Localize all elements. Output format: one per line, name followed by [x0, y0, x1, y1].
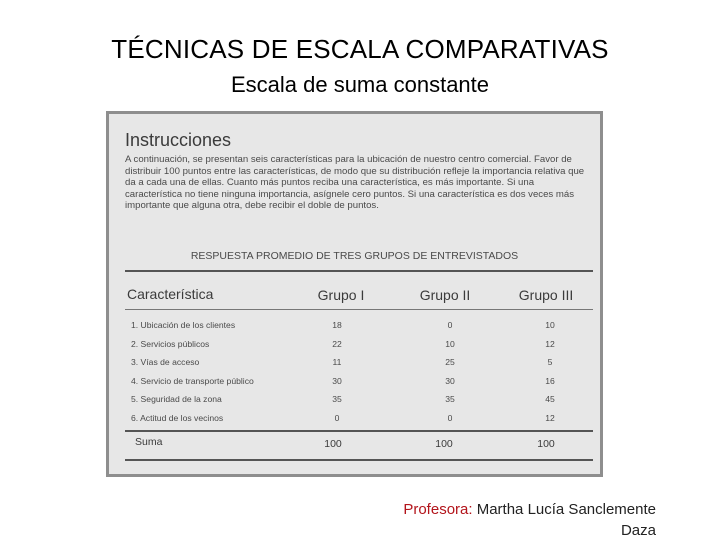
table-body — [109, 317, 600, 429]
table-row — [109, 391, 600, 410]
scale-figure — [106, 111, 603, 477]
cell-group-3: 10 — [545, 320, 555, 330]
slide-title: TÉCNICAS DE ESCALA COMPARATIVAS — [111, 34, 609, 64]
cell-group-1: 11 — [332, 357, 342, 368]
table-row — [109, 354, 600, 373]
cell-group-1: 22 — [332, 338, 342, 349]
sum-rule — [125, 430, 593, 432]
cell-group-3: 12 — [545, 338, 555, 349]
sum-label: Suma — [135, 436, 163, 448]
row-label: 1. Ubicación de los clientes — [131, 320, 236, 330]
cell-group-3: 5 — [547, 357, 553, 368]
table-row — [109, 336, 600, 355]
cell-group-2: 10 — [445, 338, 455, 349]
sum-group-2: 100 — [435, 438, 453, 450]
instructions-text: A continuación, se presentan seis características para la ubicación de nuestro centro comercial. Favor de distribuir 100 puntos entre las características, de modo que su distribución refleje la importancia relativa que da a cada una de ellas. Cuanto más puntos reciba una característica, es más importante. Si una característica no tiene ninguna importancia, asígnele cero puntos. Si una característica es dos veces más importante que alguna otra, debe recibir el doble de puntos. — [125, 154, 585, 212]
cell-group-1: 18 — [332, 320, 342, 330]
cell-group-2: 35 — [445, 394, 455, 405]
cell-group-1: 30 — [332, 375, 342, 386]
cell-group-3: 12 — [545, 412, 555, 423]
header-rule — [125, 309, 593, 310]
column-header-group-3: Grupo III — [518, 287, 574, 303]
column-header-group-1: Grupo I — [317, 287, 365, 303]
cell-group-3: 45 — [545, 394, 555, 405]
author-line-2: Daza — [620, 522, 656, 539]
cell-group-2: 0 — [447, 412, 453, 423]
author-prefix: Profesora: — [403, 501, 477, 518]
cell-group-1: 35 — [332, 394, 342, 405]
row-label: 3. Vías de acceso — [131, 357, 200, 368]
row-label: 6. Actitud de los vecinos — [131, 412, 224, 423]
cell-group-2: 25 — [445, 357, 455, 368]
table-bottom-rule — [125, 459, 593, 461]
cell-group-2: 0 — [447, 320, 453, 330]
author-name: Martha Lucía Sanclemente — [476, 501, 656, 518]
table-top-rule — [125, 270, 593, 272]
column-header-characteristic: Característica — [127, 286, 214, 302]
table-row — [109, 410, 600, 429]
table-caption: RESPUESTA PROMEDIO DE TRES GRUPOS DE ENTREVISTADOS — [190, 250, 519, 262]
slide-subtitle: Escala de suma constante — [230, 72, 490, 97]
cell-group-3: 16 — [545, 375, 555, 386]
sum-group-1: 100 — [324, 438, 342, 450]
column-header-group-2: Grupo II — [419, 287, 471, 303]
cell-group-2: 30 — [445, 375, 455, 386]
table-row — [109, 317, 600, 336]
row-label: 2. Servicios públicos — [131, 338, 210, 349]
author-credit — [403, 499, 656, 541]
cell-group-1: 0 — [334, 412, 340, 423]
table-row — [109, 373, 600, 392]
sum-group-3: 100 — [537, 438, 555, 450]
row-label: 4. Servicio de transporte público — [131, 375, 254, 386]
instructions-heading: Instrucciones — [125, 130, 232, 150]
row-label: 5. Seguridad de la zona — [131, 394, 222, 405]
author-line-1 — [403, 499, 656, 520]
